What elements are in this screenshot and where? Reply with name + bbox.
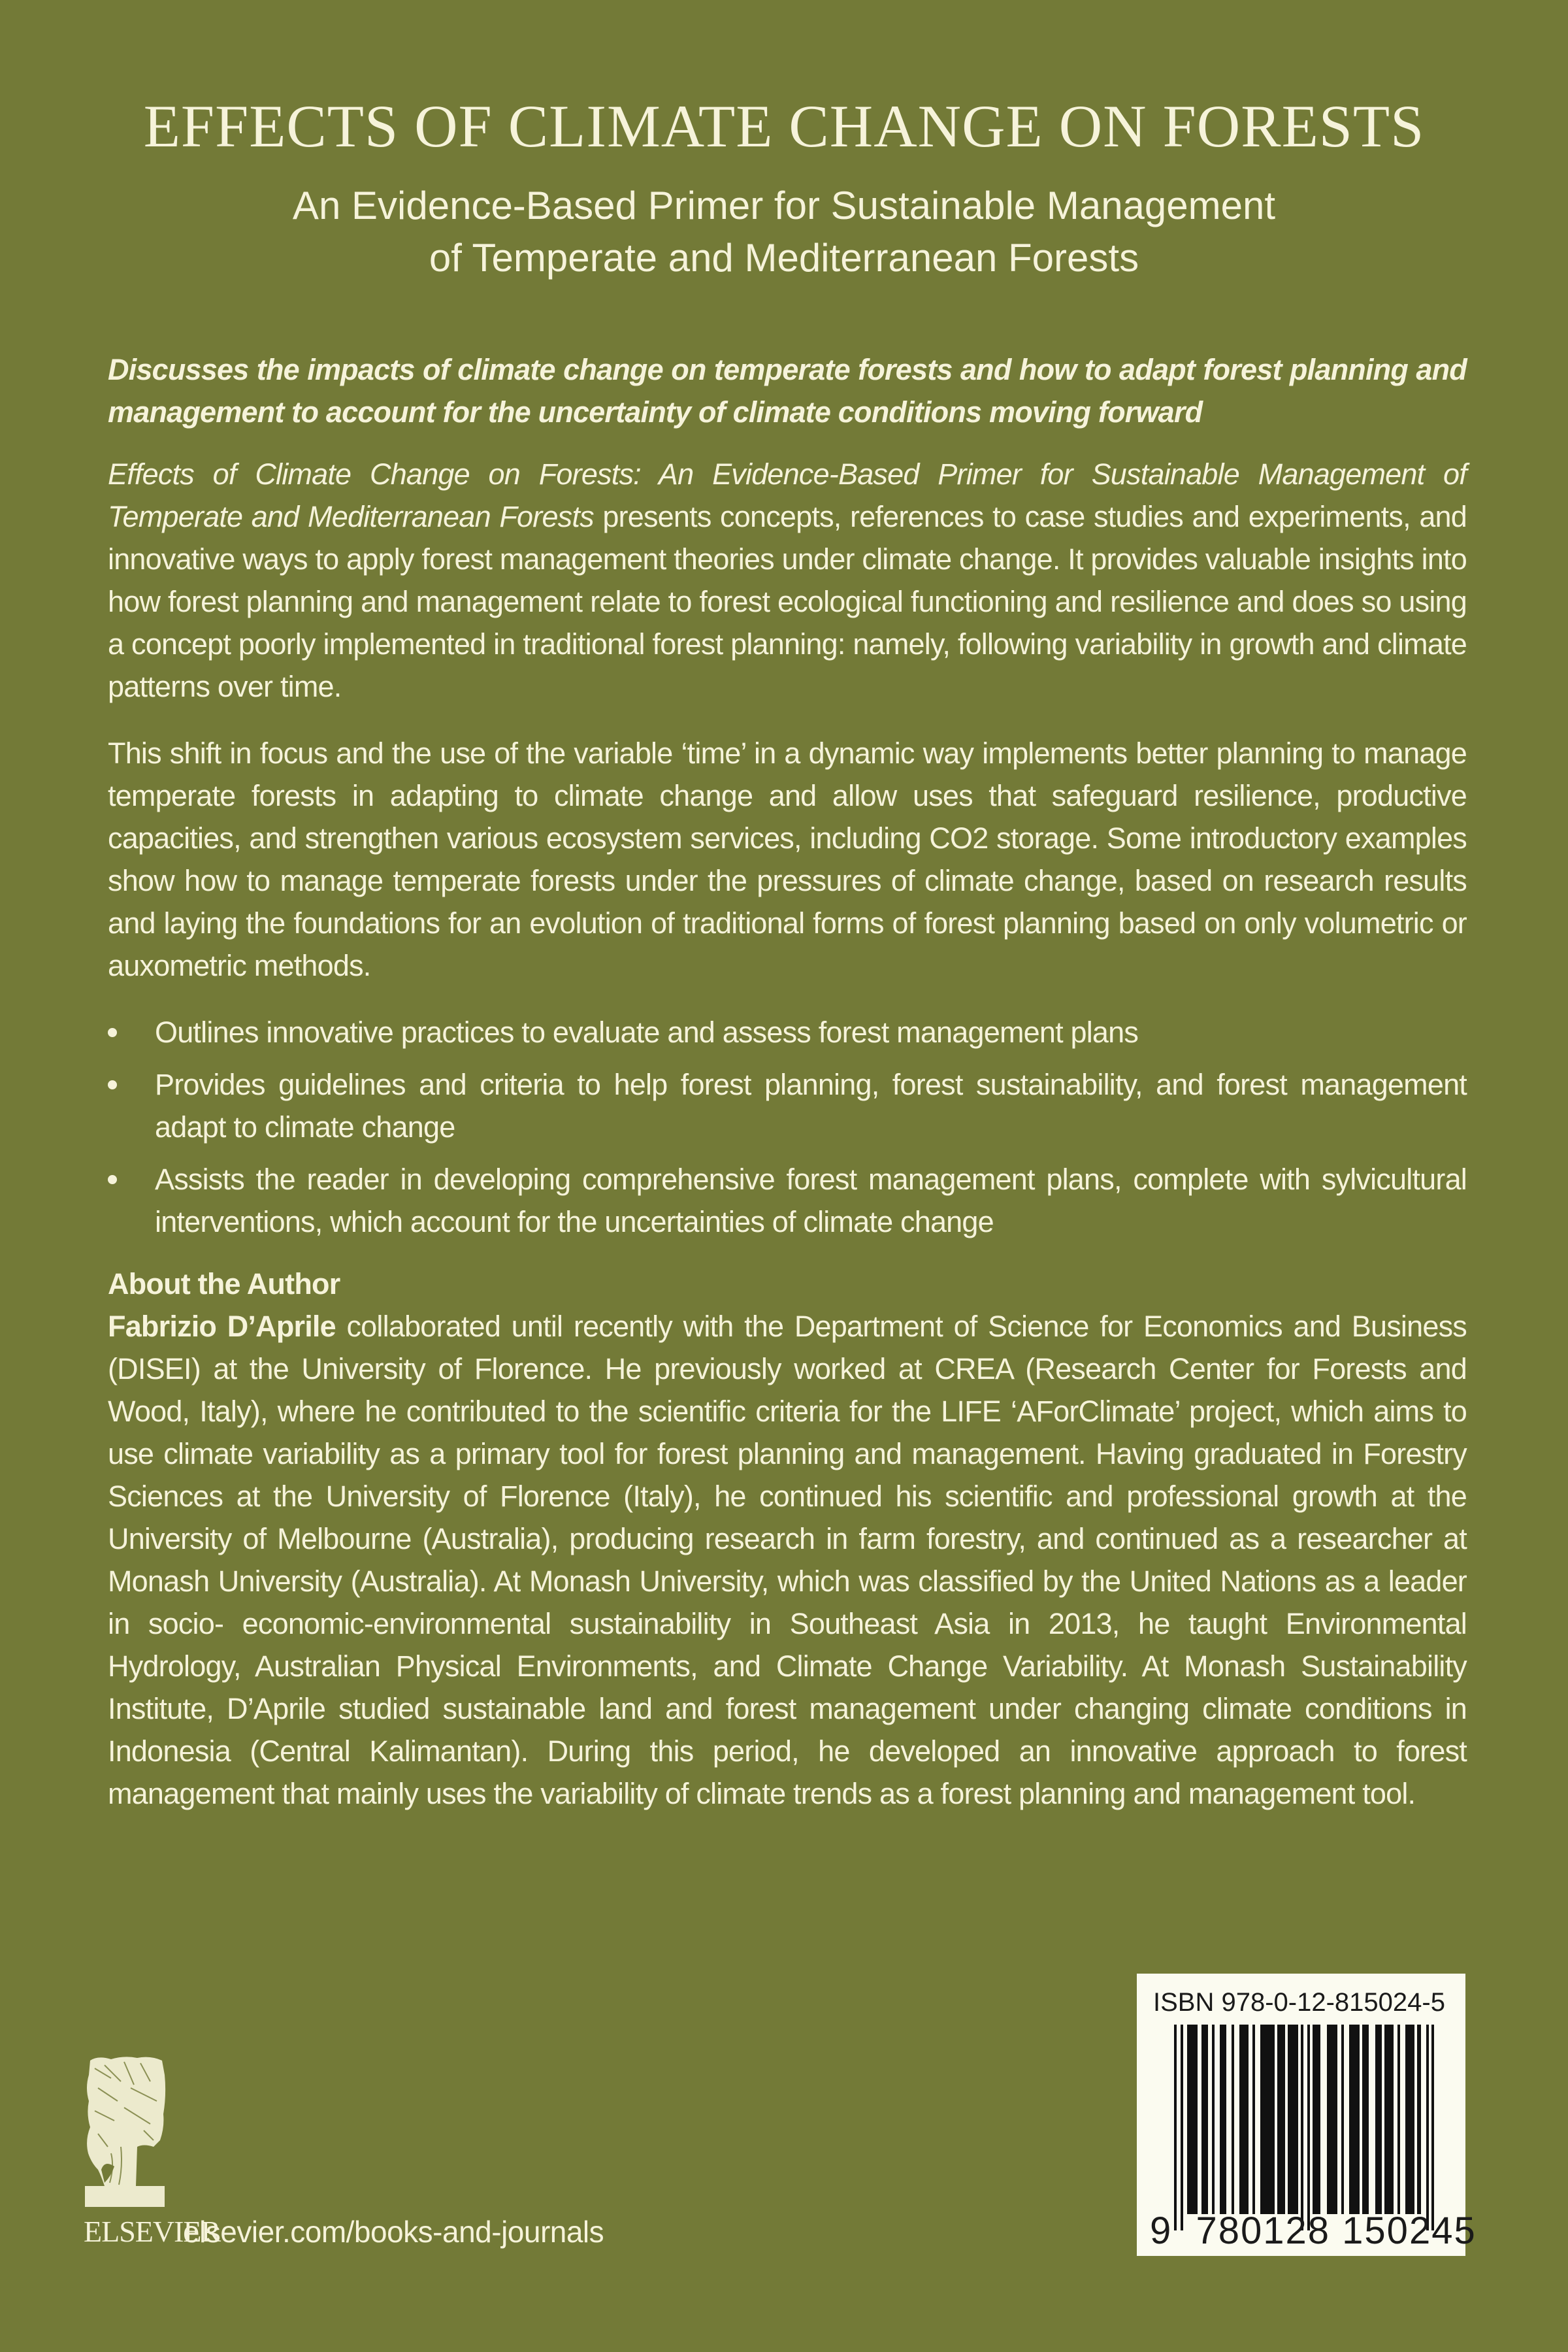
publisher-url-link[interactable]: elsevier.com/books-and-journals — [183, 2215, 604, 2249]
author-bio-text: collaborated until recently with the Department of Science for Economics and Business (DISEI) at the University of Florence. He previously worked at CREA (Research Center for Forests and Wood, Italy), where he contributed to the scientific criteria for the LIFE ‘AForClimate’ project, which aims to use climate variability as a primary tool for forest planning and management. Having graduated in Forestry Sciences at the University of Florence (Italy), he continued his scientific and professional growth at the University of Melbourne (Australia), producing research in farm forestry, and continued as a researcher at Monash University (Australia). At Monash University, which was classified by the United Nations as a leader in socio- economic-environmental sustainability in Southeast Asia in 2013, he taught Environmental Hydrology, Australian Physical Environments, and Climate Change Variability. At Monash Sustainability Institute, D’Aprile studied sustainable land and forest management under changing climate conditions in Indonesia (Central Kalimantan). During this period, he developed an innovative approach to forest management that mainly uses the variability of climate trends as a forest planning and management tool. — [108, 1310, 1467, 1810]
barcode-icon — [1173, 2025, 1434, 2230]
bullet-dot-icon — [108, 1080, 117, 1089]
description-paragraph-1 — [108, 453, 1467, 708]
tagline: Discusses the impacts of climate change on temperate forests and how to adapt forest planning and management to account for the uncertainty of climate conditions moving forward — [108, 353, 1467, 429]
bullet-dot-icon — [108, 1175, 117, 1184]
publisher-wordmark: ELSEVIER — [84, 2215, 221, 2248]
description-paragraph-2: This shift in focus and the use of the variable ‘time’ in a dynamic way implements better planning to manage temperate forests in adapting to climate change and allow uses that safeguard resilience, productive capacities, and strengthen various ecosystem services, including CO2 storage. Some introductory examples show how to manage temperate forests under the pressures of climate change, based on research results and laying the foundations for an evolution of traditional forms of forest planning based on only volumetric or auxometric methods. — [108, 737, 1467, 982]
author-bio — [108, 1305, 1467, 1815]
bullet-item: Provides guidelines and criteria to help forest planning, forest sustainability, and forest management adapt to climate change — [108, 1063, 1467, 1148]
description-block — [108, 348, 1467, 1815]
book-subtitle — [0, 180, 1568, 284]
isbn-barcode — [1137, 1974, 1477, 2256]
bullet-item: Outlines innovative practices to evaluate and assess forest management plans — [108, 1011, 1467, 1053]
bullet-item: Assists the reader in developing comprehensive forest management plans, complete with sylvicultural interventions, which account for the uncertainties of climate change — [108, 1158, 1467, 1243]
subtitle-line-2: of Temperate and Mediterranean Forests — [429, 236, 1139, 280]
elsevier-tree-logo-icon — [85, 2055, 167, 2207]
barcode-digits: 9 780128 150245 — [1150, 2210, 1477, 2252]
feature-bullet-list — [108, 1011, 1467, 1243]
author-name: Fabrizio D’Aprile — [108, 1310, 336, 1343]
book-title-italic: Effects of Climate Change on Forests: An Evidence-Based Primer for Sustainable Management of Temperate and Mediterranean Forests — [108, 457, 1467, 533]
about-author-heading: About the Author — [108, 1267, 340, 1300]
isbn-label: ISBN 978-0-12-815024-5 — [1153, 1988, 1445, 2017]
bullet-dot-icon — [108, 1028, 117, 1037]
book-title: EFFECTS OF CLIMATE CHANGE ON FORESTS — [143, 93, 1425, 159]
subtitle-line-1: An Evidence-Based Primer for Sustainable Management — [292, 184, 1276, 227]
paragraph-1-text: presents concepts, references to case studies and experiments, and innovative ways to apply forest management theories under climate change. It provides valuable insights into how forest planning and management relate to forest ecological functioning and resilience and does so using a concept poorly implemented in traditional forest planning: namely, following variability in growth and climate patterns over time. — [108, 500, 1467, 703]
